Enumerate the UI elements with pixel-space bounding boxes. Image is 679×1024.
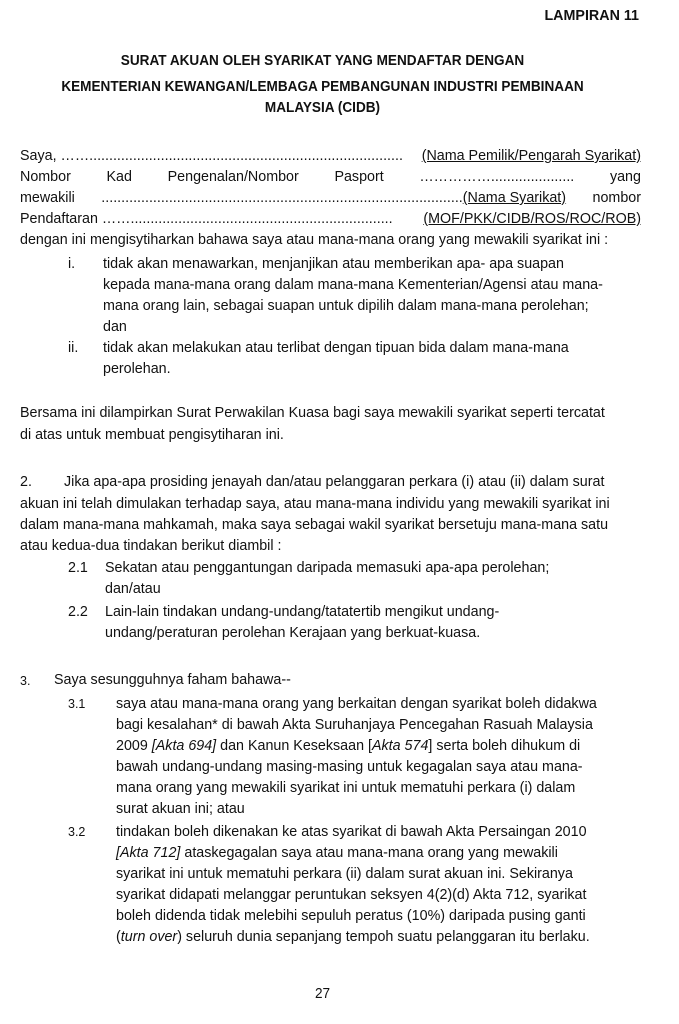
page-number: 27: [314, 986, 331, 1002]
item-i-line-4: dan: [103, 319, 127, 335]
word-mewakili: mewakili: [20, 190, 75, 206]
item-i-number: i.: [68, 256, 76, 272]
company-name-label: (Nama Syarikat): [462, 190, 567, 206]
para-2-line-2: akuan ini telah dimulakan terhadap saya, atau mana-mana individu yang mewakili syarikat ini: [20, 496, 610, 512]
appendix-label: LAMPIRAN 11: [544, 8, 639, 24]
sub-2-2-line-2: undang/peraturan perolehan Kerajaan yang berkuat-kuasa.: [105, 625, 481, 641]
sub-2-1-number: 2.1: [68, 560, 88, 576]
para-2-line-1: Jika apa-apa prosiding jenayah dan/atau pelanggaran perkara (i) atau (ii) dalam surat: [64, 474, 605, 490]
para-3-lead: Saya sesungguhnya faham bahawa--: [54, 672, 291, 688]
sub-3-1-line-2: bagi kesalahan* di bawah Akta Suruhanjaya Pencegahan Rasuah Malaysia: [116, 717, 593, 733]
item-i-line-2: kepada mana-mana orang dalam mana-mana Kementerian/Agensi atau mana-: [103, 277, 603, 293]
word-kad: Kad: [106, 169, 132, 185]
para-2-number: 2.: [20, 474, 32, 490]
sub-3-2-line-2: [Akta 712] ataskegagalan saya atau mana-mana orang yang mewakili: [116, 845, 558, 861]
sub-3-1-line-6: surat akuan ini; atau: [116, 801, 245, 817]
declaration-line-id: [20, 170, 641, 184]
name-fill-field: Saya, ……...............................................................................: [20, 148, 403, 164]
title-line-1: SURAT AKUAN OLEH SYARIKAT YANG MENDAFTAR DENGAN: [120, 53, 525, 69]
item-i-line-3: mana orang lain, sebagai suapan untuk dipilih dalam mana-mana perolehan;: [103, 298, 589, 314]
sub-3-2-line-1: tindakan boleh dikenakan ke atas syarikat di bawah Akta Persaingan 2010: [116, 824, 587, 840]
para-3-number: 3.: [20, 674, 31, 688]
para-2-line-3: dalam mana-mana mahkamah, maka saya sebagai wakil syarikat bersetuju mana-mana satu: [20, 517, 609, 533]
attachment-line-1: Bersama ini dilampirkan Surat Perwakilan Kuasa bagi saya mewakili syarikat seperti tercatat: [20, 405, 605, 421]
id-fill-field: …………….....................: [419, 169, 575, 185]
item-ii-number: ii.: [68, 340, 79, 356]
sub-3-2-number: 3.2: [68, 825, 86, 839]
word-nombor: Nombor: [20, 169, 71, 185]
item-ii-line-1: tidak akan melakukan atau terlibat dengan tipuan bida dalam mana-mana: [103, 340, 569, 356]
sub-3-1-line-3: 2009 [Akta 694] dan Kanun Keseksaan [Akta 574] serta boleh dihukum di: [116, 738, 581, 754]
owner-director-label: (Nama Pemilik/Pengarah Syarikat): [421, 148, 641, 164]
registration-body-label: (MOF/PKK/CIDB/ROS/ROC/ROB): [423, 211, 641, 227]
sub-2-1-line-2: dan/atau: [105, 581, 161, 597]
sub-2-2-line-1: Lain-lain tindakan undang-undang/tatatertib mengikut undang-: [105, 604, 500, 620]
word-pasport: Pasport: [334, 169, 384, 185]
declaration-line-company: [20, 191, 641, 205]
item-ii-line-2: perolehan.: [103, 361, 171, 377]
word-yang: yang: [609, 169, 641, 185]
declaration-line-registration: [20, 212, 641, 226]
sub-3-1-line-4: bawah undang-undang masing-masing untuk kegagalan saya atau mana-: [116, 759, 583, 775]
sub-3-2-line-4: syarikat didapati melanggar peruntukan seksyen 4(2)(d) Akta 712, syarikat: [116, 887, 587, 903]
word-pengenalan: Pengenalan/Nombor: [167, 169, 299, 185]
word-nombor-2: nombor: [592, 190, 641, 206]
sub-2-1-line-1: Sekatan atau penggantungan daripada memasuki apa-apa perolehan;: [105, 560, 550, 576]
sub-2-2-number: 2.2: [68, 604, 88, 620]
sub-3-2-line-6: (turn over) seluruh dunia sepanjang tempoh suatu pelanggaran itu berlaku.: [116, 929, 590, 945]
sub-3-1-line-5: mana orang yang mewakili syarikat ini untuk mematuhi perkara (i) dalam: [116, 780, 576, 796]
registration-fill-field: Pendaftaran ……..................................................................: [20, 211, 393, 227]
item-i-line-1: tidak akan menawarkan, menjanjikan atau memberikan apa- apa suapan: [103, 256, 564, 272]
title-line-3: MALAYSIA (CIDB): [264, 100, 381, 116]
declaration-line-name: [20, 149, 641, 163]
sub-3-2-line-5: boleh didenda tidak melebihi sepuluh peratus (10%) daripada pusing ganti: [116, 908, 586, 924]
declaration-statement: dengan ini mengisytiharkan bahawa saya atau mana-mana orang yang mewakili syarikat ini :: [20, 232, 609, 248]
sub-3-1-line-1: saya atau mana-mana orang yang berkaitan dengan syarikat boleh didakwa: [116, 696, 597, 712]
attachment-line-2: di atas untuk membuat pengisytiharan ini.: [20, 427, 284, 443]
sub-3-1-number: 3.1: [68, 697, 86, 711]
para-2-line-4: atau kedua-dua tindakan berikut diambil :: [20, 538, 282, 554]
sub-3-2-line-3: syarikat ini untuk mematuhi perkara (ii) dalam surat akuan ini. Sekiranya: [116, 866, 573, 882]
title-line-2: KEMENTERIAN KEWANGAN/LEMBAGA PEMBANGUNAN INDUSTRI PEMBINAAN: [61, 79, 584, 95]
company-fill-field: ...........................................................................................: [101, 190, 463, 206]
